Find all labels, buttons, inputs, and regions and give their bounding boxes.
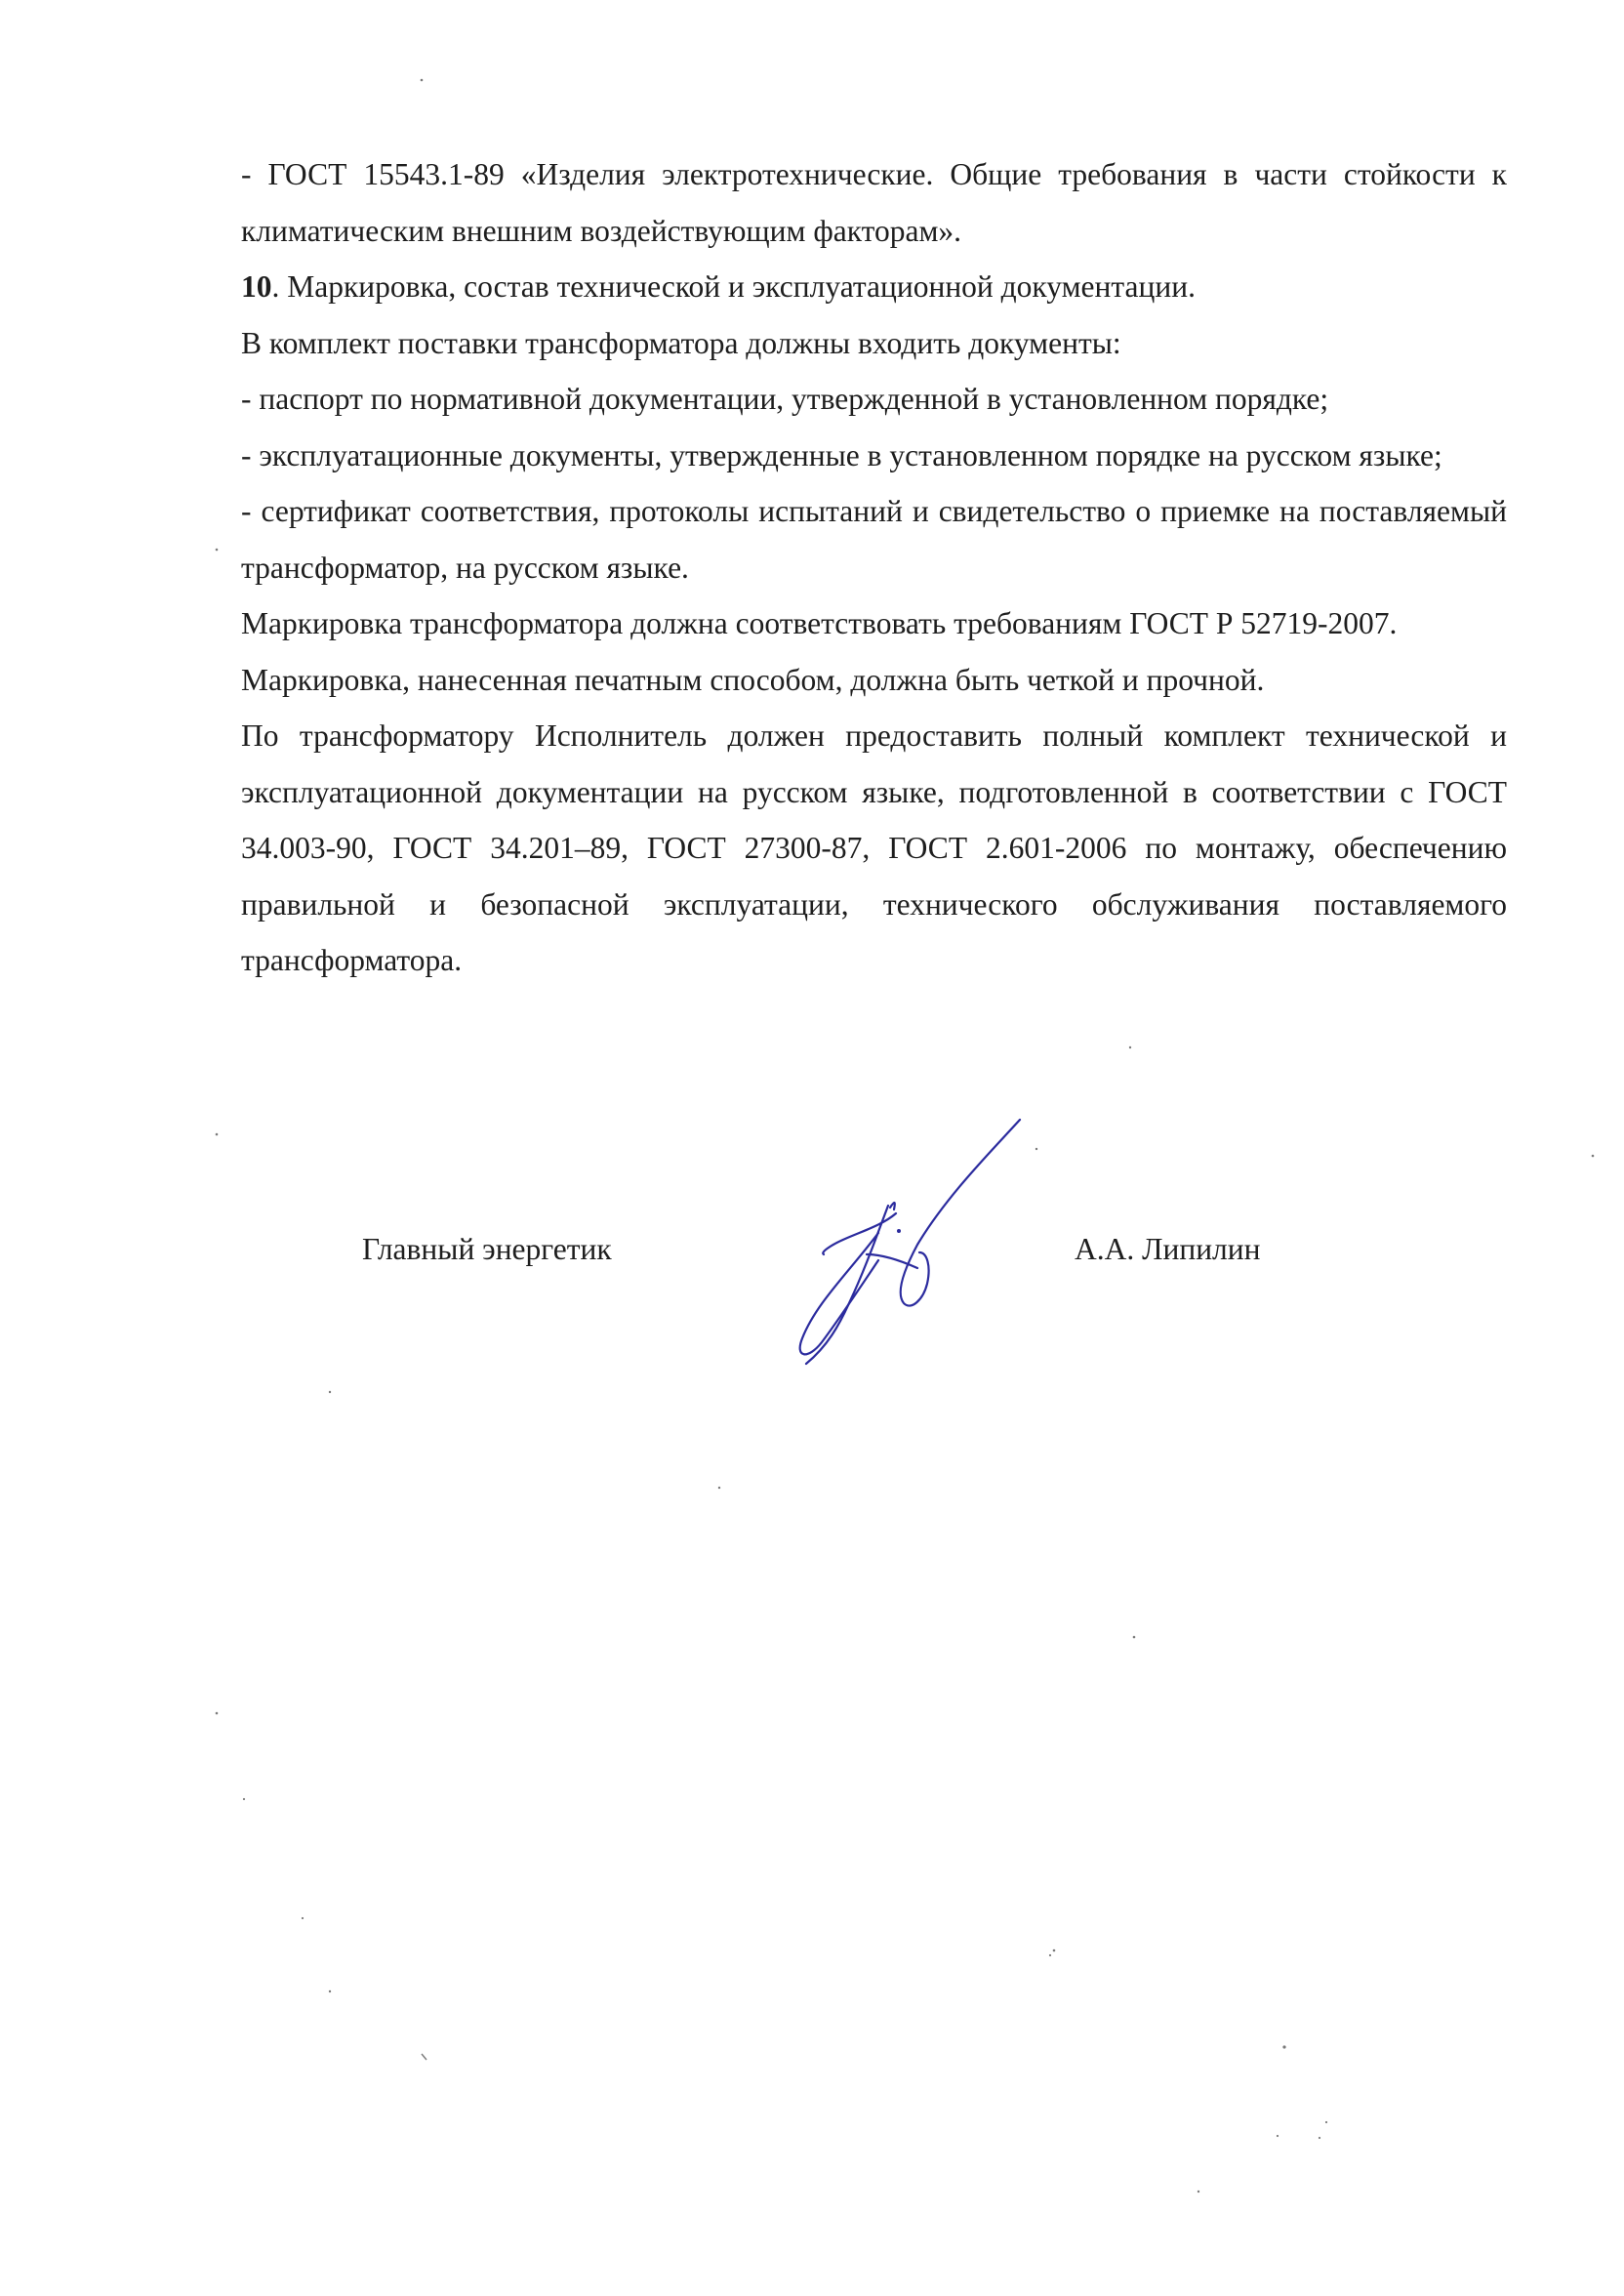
list-item-text: - паспорт по нормативной документации, утвержденной в установленном порядке;: [241, 382, 1329, 416]
section-number: 10: [241, 269, 272, 304]
list-item-text: - эксплуатационные документы, утвержденные в установленном порядке на русском языке;: [241, 437, 1442, 472]
signatory-name: А.А. Липилин: [1075, 1232, 1261, 1266]
paragraph-text: В комплект поставки трансформатора должны входить документы:: [241, 325, 1121, 360]
paragraph-text: Маркировка, нанесенная печатным способом, должна быть четкой и прочной.: [241, 662, 1265, 697]
paragraph-text: - ГОСТ 15543.1-89 «Изделия электротехнические. Общие требования в части стойкости к климатическим внешним воздействующим факторам».: [241, 157, 1507, 248]
signatory-title: Главный энергетик: [362, 1232, 612, 1266]
paragraph-text: По трансформатору Исполнитель должен предоставить полный комплект технической и эксплуатационной документации на русском языке, подготовленной в соответствии с ГОСТ 34.003-90, ГОСТ 34.201–89, ГОСТ 27300-87, ГОСТ 2.601-2006 по монтажу, обеспечению правильной и безопасной эксплуатации, технического обслуживания поставляемого трансформатора.: [241, 718, 1507, 977]
section-heading-text: . Маркировка, состав технической и эксплуатационной документации.: [271, 269, 1196, 304]
list-item-text: - сертификат соответствия, протоколы испытаний и свидетельство о приемке на поставляемый трансформатор, на русском языке.: [241, 494, 1507, 585]
paragraph-text: Маркировка трансформатора должна соответствовать требованиям ГОСТ Р 52719-2007.: [241, 606, 1398, 640]
